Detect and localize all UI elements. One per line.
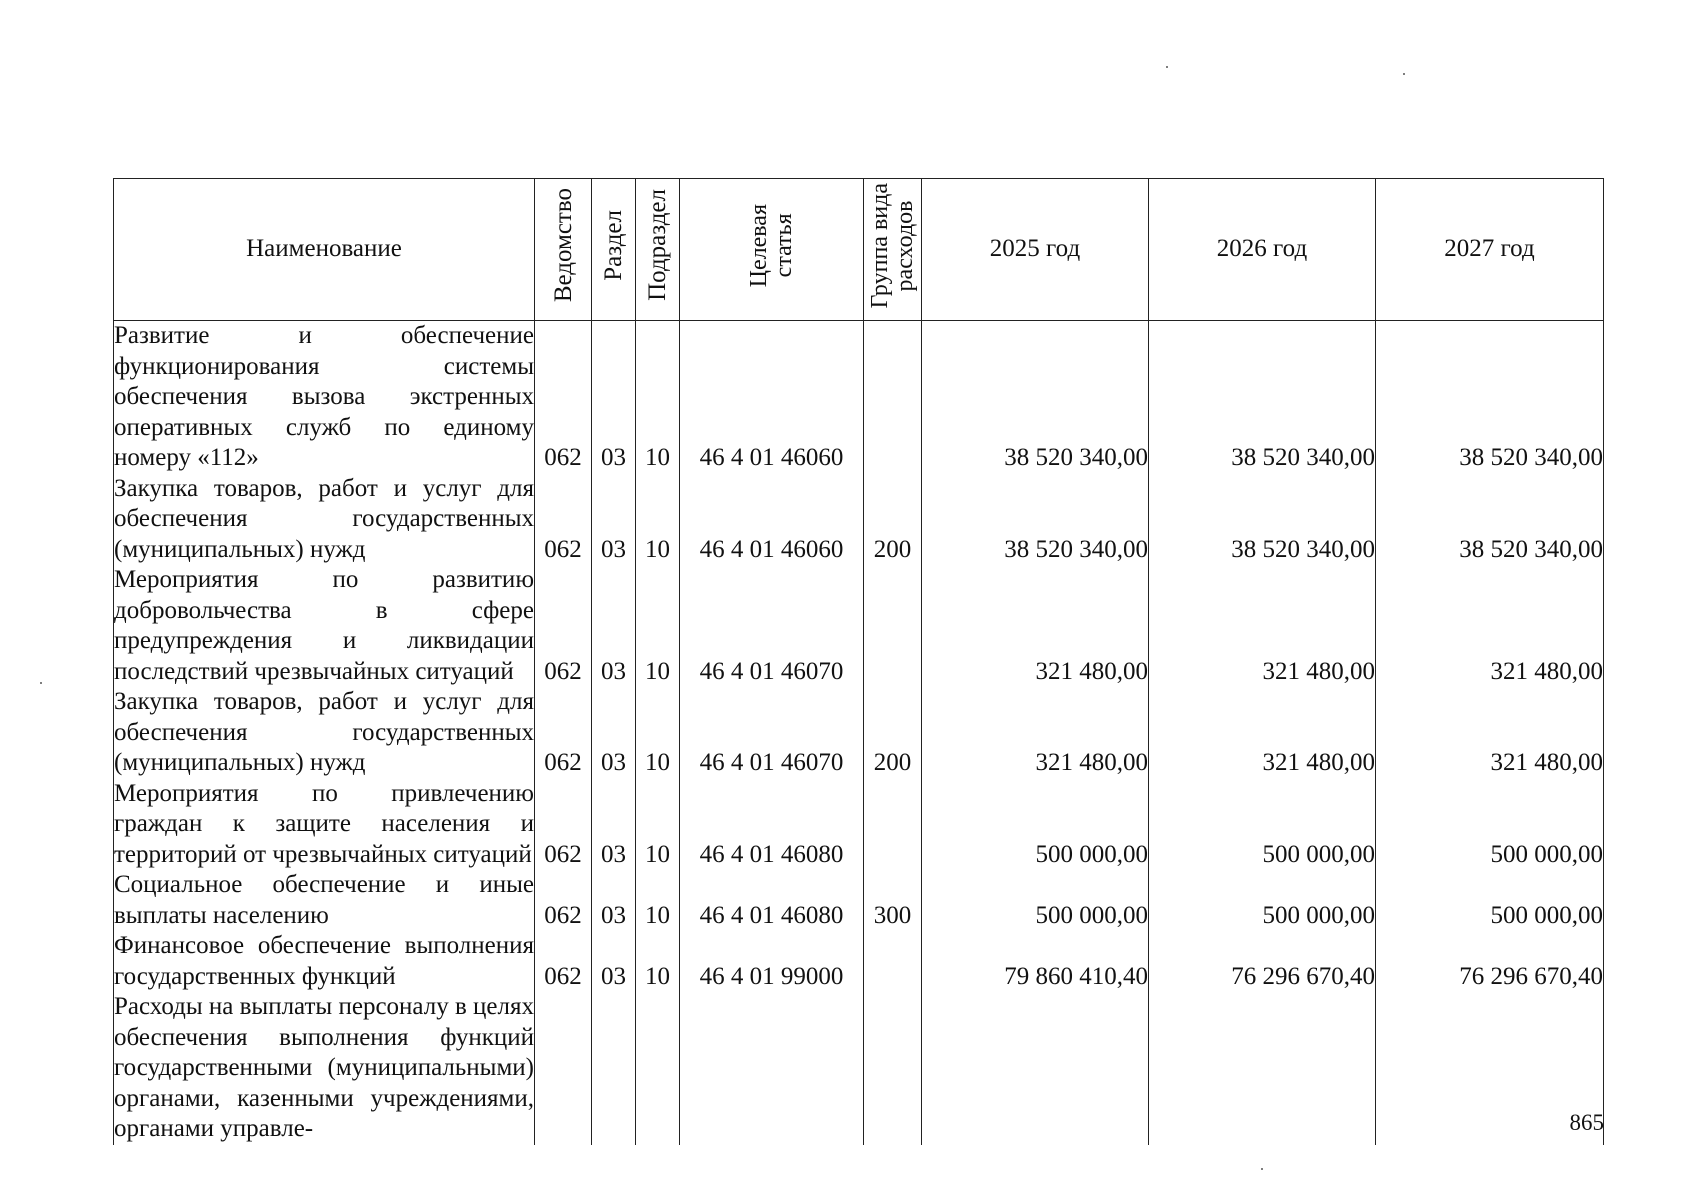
header-podrazdel-label: Подраздел bbox=[644, 189, 671, 302]
header-2027 bbox=[1376, 179, 1604, 321]
row-celevaya-statya: 46 4 01 99000 bbox=[680, 931, 864, 992]
row-amount-2026: 38 520 340,00 bbox=[1149, 474, 1376, 566]
row-amount-2026: 76 296 670,40 bbox=[1149, 931, 1376, 992]
page-number: 865 bbox=[1569, 1110, 1604, 1135]
header-celevaya-line1: Целевая bbox=[745, 203, 772, 287]
table-row bbox=[114, 992, 1604, 1145]
row-amount-2026: 38 520 340,00 bbox=[1149, 321, 1376, 474]
header-2025 bbox=[922, 179, 1149, 321]
scan-speck bbox=[40, 682, 42, 684]
row-celevaya-statya: 46 4 01 46070 bbox=[680, 687, 864, 779]
header-2025-label: 2025 год bbox=[989, 235, 1081, 263]
row-amount-2025: 321 480,00 bbox=[922, 565, 1149, 687]
row-vedomstvo bbox=[535, 992, 592, 1145]
header-razdel-label: Раздел bbox=[600, 209, 627, 281]
row-amount-2026: 500 000,00 bbox=[1149, 779, 1376, 871]
row-amount-2027: 38 520 340,00 bbox=[1376, 474, 1604, 566]
header-2027-label: 2027 год bbox=[1444, 235, 1535, 263]
header-razdel bbox=[592, 179, 636, 321]
header-name-label: Наименование bbox=[246, 235, 402, 263]
row-podrazdel bbox=[636, 992, 680, 1145]
header-gruppa-label bbox=[868, 183, 918, 308]
header-celevaya-line2: статья bbox=[770, 213, 797, 278]
row-vedomstvo: 062 bbox=[535, 779, 592, 871]
row-razdel bbox=[592, 992, 636, 1145]
row-name: Мероприятия по развитию добровольчества в сфере предупреждения и ликвидации последствий чрезвычайных ситуаций bbox=[114, 565, 535, 687]
row-podrazdel: 10 bbox=[636, 779, 680, 871]
row-amount-2026 bbox=[1149, 992, 1376, 1145]
row-name: Расходы на выплаты персоналу в целях обеспечения выполнения функций государственными (муниципальными) органами, казенными учреждениями, органами управле- bbox=[114, 992, 535, 1145]
row-name: Социальное обеспечение и иные выплаты населению bbox=[114, 870, 535, 931]
table-row bbox=[114, 321, 1604, 474]
row-vedomstvo: 062 bbox=[535, 474, 592, 566]
row-name: Мероприятия по привлечению граждан к защите населения и территорий от чрезвычайных ситуаций bbox=[114, 779, 535, 871]
table-header-row bbox=[114, 179, 1604, 321]
row-razdel: 03 bbox=[592, 870, 636, 931]
row-celevaya-statya: 46 4 01 46070 bbox=[680, 565, 864, 687]
row-podrazdel: 10 bbox=[636, 687, 680, 779]
header-2026-label: 2026 год bbox=[1216, 235, 1308, 263]
header-celevaya-statya-label bbox=[747, 204, 797, 287]
row-razdel: 03 bbox=[592, 565, 636, 687]
row-gruppa bbox=[864, 779, 922, 871]
row-gruppa: 200 bbox=[864, 687, 922, 779]
row-amount-2025: 79 860 410,40 bbox=[922, 931, 1149, 992]
budget-table bbox=[113, 178, 1604, 1145]
row-razdel: 03 bbox=[592, 321, 636, 474]
row-gruppa bbox=[864, 931, 922, 992]
row-name: Развитие и обеспечение функционирования системы обеспечения вызова экстренных оперативных служб по единому номеру «112» bbox=[114, 321, 535, 474]
scan-speck bbox=[1403, 73, 1405, 75]
row-amount-2025: 38 520 340,00 bbox=[922, 321, 1149, 474]
row-razdel: 03 bbox=[592, 474, 636, 566]
header-name bbox=[114, 179, 535, 321]
row-name: Финансовое обеспечение выполнения государственных функций bbox=[114, 931, 535, 992]
header-2026 bbox=[1149, 179, 1376, 321]
row-podrazdel: 10 bbox=[636, 474, 680, 566]
scan-speck bbox=[1166, 66, 1168, 68]
row-amount-2027: 321 480,00 bbox=[1376, 565, 1604, 687]
row-amount-2025: 321 480,00 bbox=[922, 687, 1149, 779]
header-gruppa-line2: расходов bbox=[891, 199, 918, 291]
table-row bbox=[114, 779, 1604, 871]
row-podrazdel: 10 bbox=[636, 565, 680, 687]
row-amount-2027: 321 480,00 bbox=[1376, 687, 1604, 779]
row-vedomstvo: 062 bbox=[535, 565, 592, 687]
table-row bbox=[114, 565, 1604, 687]
scan-speck bbox=[1261, 1168, 1263, 1170]
header-vedomstvo bbox=[535, 179, 592, 321]
row-gruppa: 200 bbox=[864, 474, 922, 566]
row-razdel: 03 bbox=[592, 779, 636, 871]
header-podrazdel bbox=[636, 179, 680, 321]
table-row bbox=[114, 687, 1604, 779]
row-amount-2025 bbox=[922, 992, 1149, 1145]
row-amount-2027: 38 520 340,00 bbox=[1376, 321, 1604, 474]
row-celevaya-statya: 46 4 01 46060 bbox=[680, 474, 864, 566]
table-row bbox=[114, 931, 1604, 992]
row-amount-2026: 321 480,00 bbox=[1149, 687, 1376, 779]
header-gruppa-vida-rashodov bbox=[864, 179, 922, 321]
row-gruppa bbox=[864, 565, 922, 687]
row-name: Закупка товаров, работ и услуг для обеспечения государственных (муниципальных) нужд bbox=[114, 474, 535, 566]
header-celevaya-statya bbox=[680, 179, 864, 321]
row-vedomstvo: 062 bbox=[535, 321, 592, 474]
row-amount-2025: 500 000,00 bbox=[922, 779, 1149, 871]
row-amount-2027: 76 296 670,40 bbox=[1376, 931, 1604, 992]
row-podrazdel: 10 bbox=[636, 870, 680, 931]
row-name: Закупка товаров, работ и услуг для обеспечения государственных (муниципальных) нужд bbox=[114, 687, 535, 779]
row-amount-2025: 38 520 340,00 bbox=[922, 474, 1149, 566]
row-celevaya-statya: 46 4 01 46080 bbox=[680, 779, 864, 871]
header-vedomstvo-label: Ведомство bbox=[549, 188, 577, 303]
row-gruppa bbox=[864, 321, 922, 474]
row-vedomstvo: 062 bbox=[535, 931, 592, 992]
row-amount-2025: 500 000,00 bbox=[922, 870, 1149, 931]
row-amount-2026: 321 480,00 bbox=[1149, 565, 1376, 687]
row-amount-2027: 500 000,00 bbox=[1376, 779, 1604, 871]
row-vedomstvo: 062 bbox=[535, 687, 592, 779]
table-row bbox=[114, 870, 1604, 931]
row-vedomstvo: 062 bbox=[535, 870, 592, 931]
row-razdel: 03 bbox=[592, 931, 636, 992]
row-celevaya-statya: 46 4 01 46060 bbox=[680, 321, 864, 474]
header-gruppa-line1: Группа вида bbox=[866, 182, 893, 308]
table-row bbox=[114, 474, 1604, 566]
row-celevaya-statya: 46 4 01 46080 bbox=[680, 870, 864, 931]
row-gruppa bbox=[864, 992, 922, 1145]
row-podrazdel: 10 bbox=[636, 931, 680, 992]
row-podrazdel: 10 bbox=[636, 321, 680, 474]
row-amount-2027: 500 000,00 bbox=[1376, 870, 1604, 931]
row-celevaya-statya bbox=[680, 992, 864, 1145]
row-amount-2026: 500 000,00 bbox=[1149, 870, 1376, 931]
row-razdel: 03 bbox=[592, 687, 636, 779]
row-gruppa: 300 bbox=[864, 870, 922, 931]
